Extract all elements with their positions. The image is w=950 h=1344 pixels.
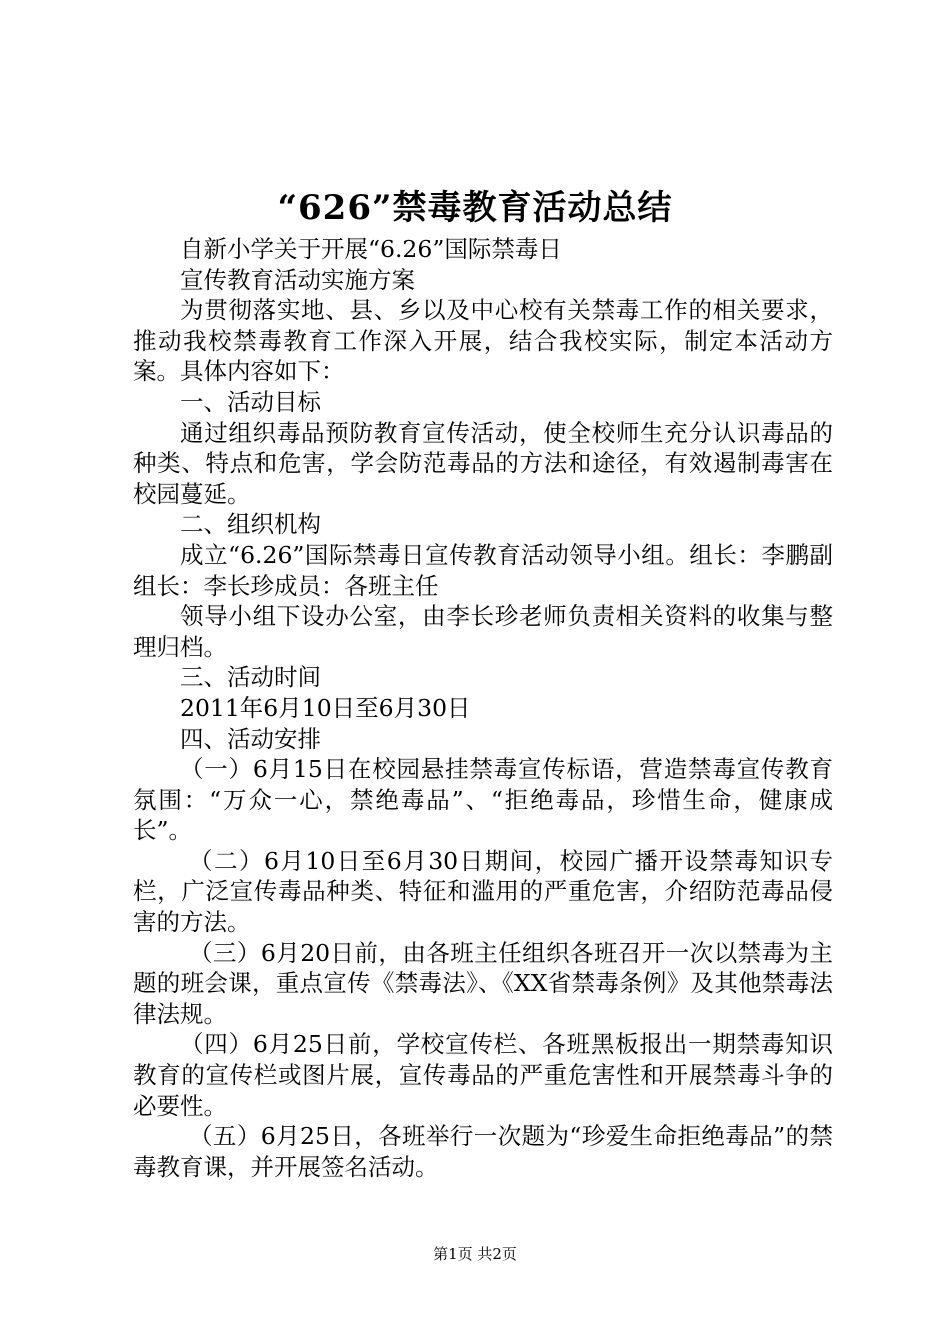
paragraph-time-range: 2011年6月10日至6月30日: [180, 693, 471, 722]
paragraph-intro: 为贯彻落实地、县、乡以及中心校有关禁毒工作的相关要求，推动我校禁毒教育工作深入开展，结合我校实际，制定本活动方案。具体内容如下：: [133, 296, 833, 386]
document-title: “626”禁毒教育活动总结: [277, 188, 673, 228]
section-heading-goal: 一、活动目标: [180, 387, 321, 416]
arrangement-item-2: （二）6月10日至6月30日期间，校园广播开设禁毒知识专栏，广泛宣传毒品种类、特征和滥用的严重危害，介绍防范毒品侵害的方法。: [133, 846, 833, 937]
paragraph-heading-line-1: 自新小学关于开展“6.26”国际禁毒日: [180, 235, 562, 263]
arrangement-item-4: （四）6月25日前，学校宣传栏、各班黑板报出一期禁毒知识教育的宣传栏或图片展，宣传毒品的严重危害性和开展禁毒斗争的必要性。: [133, 1030, 833, 1120]
page-footer: 第1页 共2页: [433, 1245, 517, 1263]
paragraph-leadership-group: 成立“6.26”国际禁毒日宣传教育活动领导小组。组长：李鹏副组长：李长珍成员：各班主任: [133, 540, 833, 600]
paragraph-heading-line-2: 宣传教育活动实施方案: [180, 265, 415, 294]
arrangement-item-5: （五）6月25日，各班举行一次题为“珍爱生命拒绝毒品”的禁毒教育课，并开展签名活动。: [133, 1122, 833, 1181]
section-heading-arrangement: 四、活动安排: [180, 724, 321, 753]
arrangement-item-3: （三）6月20日前，由各班主任组织各班召开一次以禁毒为主题的班会课，重点宣传《禁毒法》、《XX省禁毒条例》及其他禁毒法律法规。: [133, 938, 833, 1028]
paragraph-goal: 通过组织毒品预防教育宣传活动，使全校师生充分认识毒品的种类、特点和危害，学会防范毒品的方法和途径，有效遏制毒害在校园蔓延。: [133, 418, 833, 508]
paragraph-office: 领导小组下设办公室，由李长珍老师负责相关资料的收集与整理归档。: [133, 602, 833, 661]
document-body: [133, 234, 833, 1182]
section-heading-time: 三、活动时间: [180, 663, 321, 692]
section-heading-organization: 二、组织机构: [180, 510, 321, 539]
arrangement-item-1: （一）6月15日在校园悬挂禁毒宣传标语，营造禁毒宣传教育氛围：“万众一心，禁绝毒品”、“拒绝毒品，珍惜生命，健康成长”。: [133, 755, 833, 845]
